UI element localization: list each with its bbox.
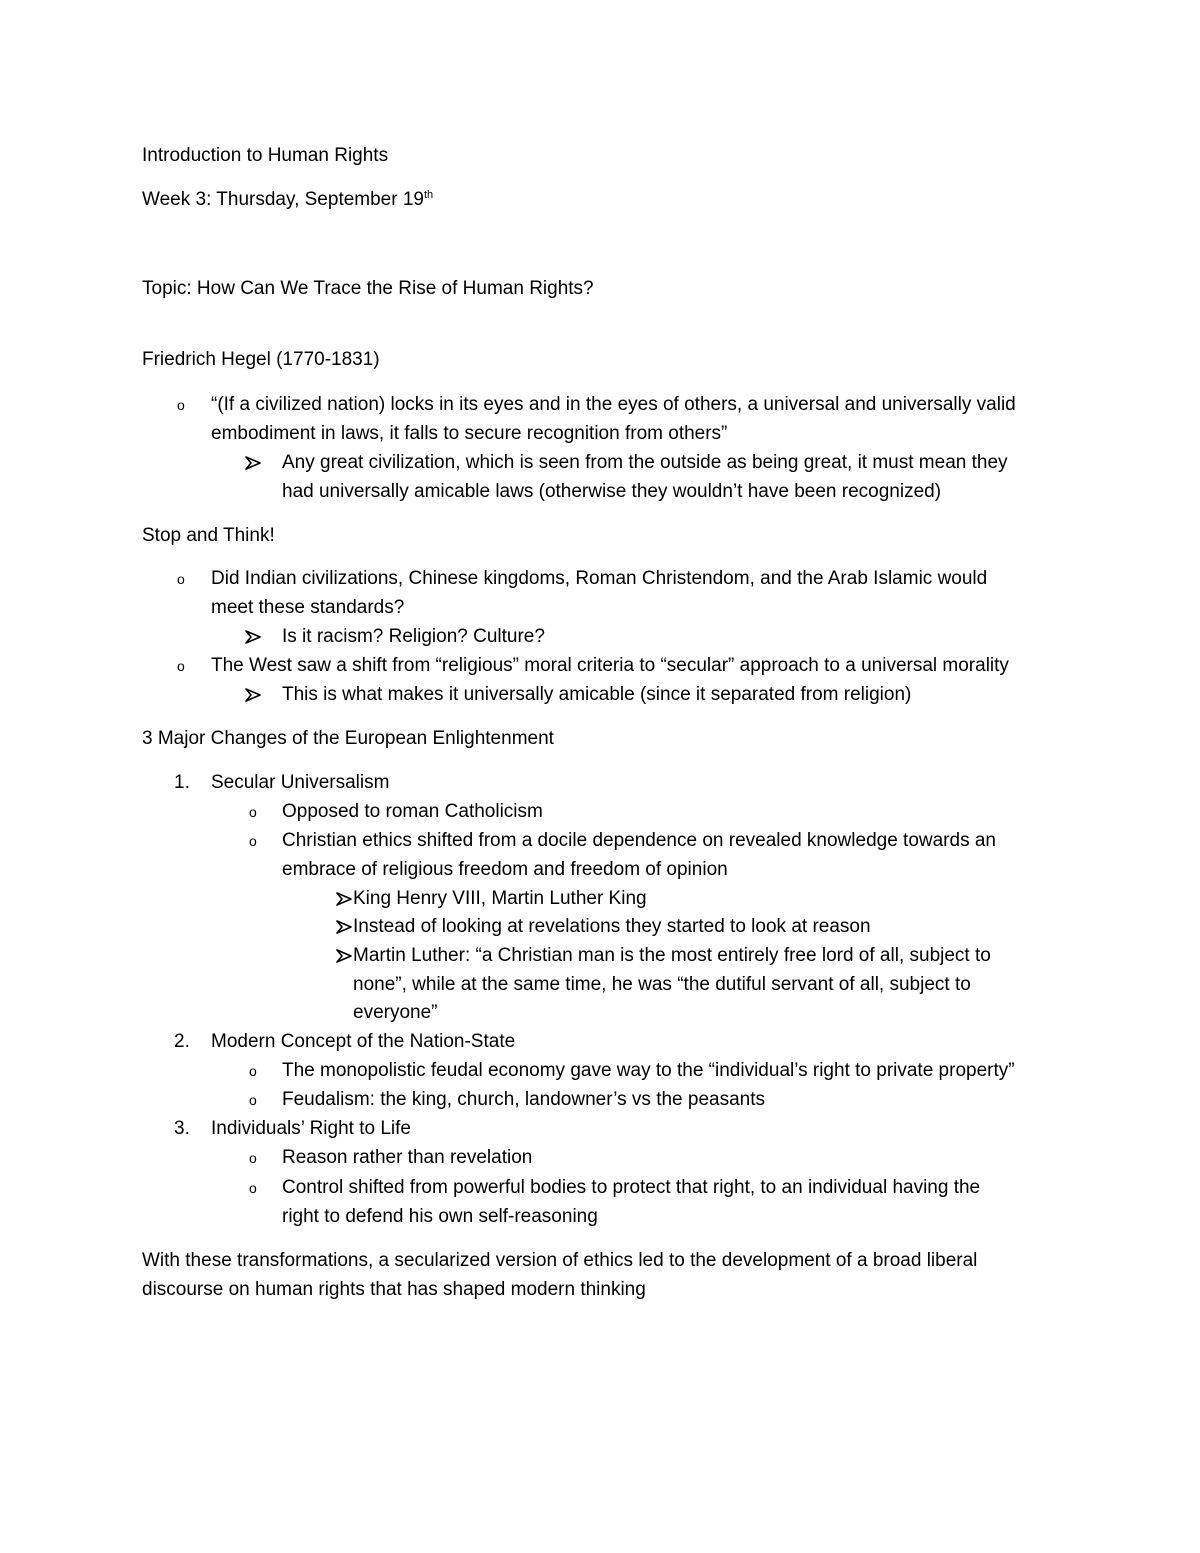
hegel-sub-line2: had universally amicable laws (otherwise they wouldn’t have been recognized) [282, 481, 942, 502]
circle-bullet-icon: o [177, 397, 185, 413]
circle-bullet-icon: o [249, 1092, 257, 1108]
document-title: Introduction to Human Rights [142, 145, 389, 166]
arrow-bullet-icon [245, 630, 261, 644]
hegel-quote-line1: “(If a civilized nation) locks in its eyes and in the eyes of others, a universal and universally valid [211, 394, 1016, 415]
stop-sub2: This is what makes it universally amicable (since it separated from religion) [282, 684, 912, 705]
item1-sub3-line2: none”, while at the same time, he was “the dutiful servant of all, subject to [353, 974, 971, 995]
circle-bullet-icon: o [249, 1150, 257, 1166]
week-line [142, 188, 433, 212]
circle-bullet-icon: o [177, 571, 185, 587]
arrow-bullet-icon [245, 456, 261, 470]
item1-bullet2-line1: Christian ethics shifted from a docile dependence on revealed knowledge towards an [282, 830, 996, 851]
list-number: 3. [174, 1118, 190, 1139]
item3-bullet2-line2: right to defend his own self-reasoning [282, 1206, 598, 1227]
stop-bullet1-line2: meet these standards? [211, 597, 405, 618]
conclusion-line1: With these transformations, a secularized version of ethics led to the development of a broad liberal [142, 1250, 978, 1271]
circle-bullet-icon: o [177, 658, 185, 674]
item1-label: Secular Universalism [211, 772, 390, 793]
item3-label: Individuals’ Right to Life [211, 1118, 411, 1139]
item1-sub3-line3: everyone” [353, 1002, 438, 1023]
circle-bullet-icon: o [249, 1063, 257, 1079]
item2-bullet1: The monopolistic feudal economy gave way to the “individual’s right to private property” [282, 1060, 1015, 1081]
item1-bullet1: Opposed to roman Catholicism [282, 801, 543, 822]
stop-bullet2: The West saw a shift from “religious” moral criteria to “secular” approach to a universal morality [211, 655, 1009, 676]
circle-bullet-icon: o [249, 833, 257, 849]
item1-sub2: Instead of looking at revelations they started to look at reason [353, 916, 871, 937]
hegel-quote-line2: embodiment in laws, it falls to secure recognition from others” [211, 423, 728, 444]
circle-bullet-icon: o [249, 804, 257, 820]
arrow-bullet-icon [245, 688, 261, 702]
topic-line: Topic: How Can We Trace the Rise of Human Rights? [142, 278, 594, 299]
arrow-bullet-icon [336, 920, 352, 934]
item1-bullet2-line2: embrace of religious freedom and freedom of opinion [282, 859, 728, 880]
stop-bullet1-line1: Did Indian civilizations, Chinese kingdoms, Roman Christendom, and the Arab Islamic would [211, 568, 988, 589]
week-text: Week 3: Thursday, September 19 [142, 189, 424, 210]
changes-heading: 3 Major Changes of the European Enlightenment [142, 728, 554, 749]
stop-sub1: Is it racism? Religion? Culture? [282, 626, 545, 647]
item2-bullet2: Feudalism: the king, church, landowner’s vs the peasants [282, 1089, 766, 1110]
hegel-sub-line1: Any great civilization, which is seen from the outside as being great, it must mean they [282, 452, 1008, 473]
stop-heading: Stop and Think! [142, 525, 275, 546]
conclusion-line2: discourse on human rights that has shaped modern thinking [142, 1279, 646, 1300]
list-number: 1. [174, 772, 190, 793]
arrow-bullet-icon [336, 892, 352, 906]
item3-bullet2-line1: Control shifted from powerful bodies to protect that right, to an individual having the [282, 1177, 981, 1198]
item1-sub3-line1: Martin Luther: “a Christian man is the most entirely free lord of all, subject to [353, 945, 991, 966]
arrow-bullet-icon [336, 949, 352, 963]
item3-bullet1: Reason rather than revelation [282, 1147, 533, 1168]
hegel-heading: Friedrich Hegel (1770-1831) [142, 349, 380, 370]
item2-label: Modern Concept of the Nation-State [211, 1031, 516, 1052]
week-superscript: th [424, 189, 434, 201]
list-number: 2. [174, 1031, 190, 1052]
item1-sub1: King Henry VIII, Martin Luther King [353, 888, 647, 909]
circle-bullet-icon: o [249, 1180, 257, 1196]
